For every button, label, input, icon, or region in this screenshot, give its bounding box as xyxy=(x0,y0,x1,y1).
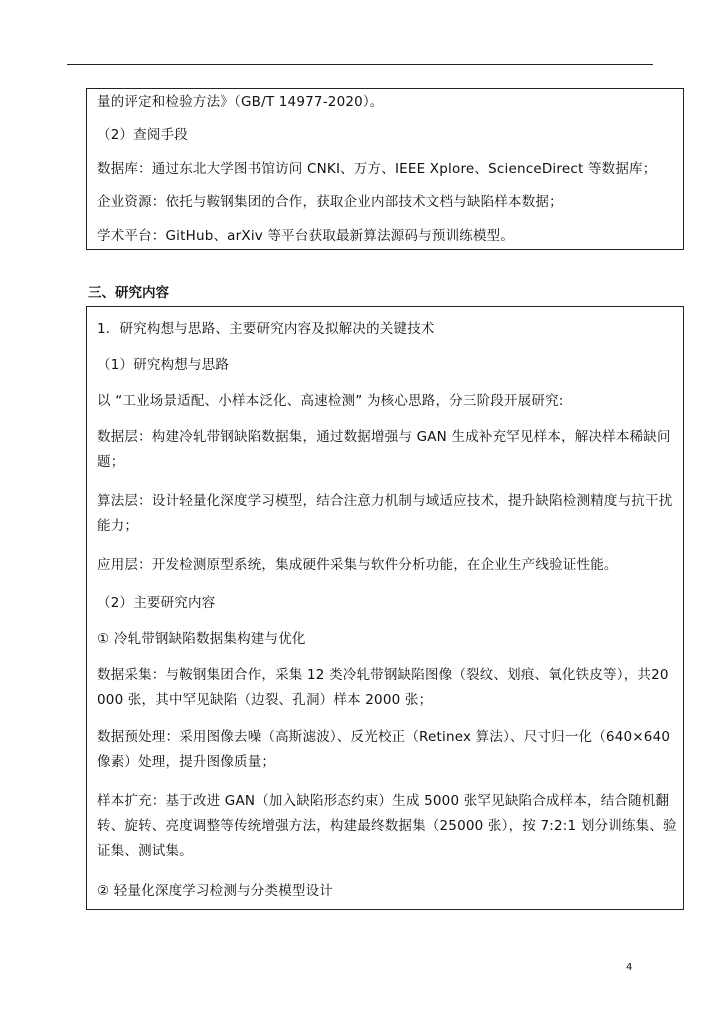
core-idea-paragraph: 以 “工业场景适配、小样本泛化、高速检测” 为核心思路，分三阶段开展研究: xyxy=(97,393,564,409)
enterprise-resource-line: 企业资源：依托与鞍钢集团的合作，获取企业内部技术文档与缺陷样本数据； xyxy=(97,194,563,210)
dataset-item-heading: ① 冷轧带钢缺陷数据集构建与优化 xyxy=(97,631,306,647)
algorithm-layer-paragraph: 算法层：设计轻量化深度学习模型，结合注意力机制与域适应技术，提升缺陷检测精度与抗干扰能力； xyxy=(97,493,673,534)
data-layer-paragraph: 数据层：构建冷轧带钢缺陷数据集，通过数据增强与 GAN 生成补充罕见样本，解决样本稀缺问题； xyxy=(97,429,671,470)
main-content-subheading: （2）主要研究内容 xyxy=(97,595,216,611)
concept-subheading: （1）研究构想与思路 xyxy=(97,357,230,373)
search-means-heading: （2）查阅手段 xyxy=(97,127,188,143)
research-content-box xyxy=(86,306,684,910)
database-line: 数据库：通过东北大学图书馆访问 CNKI、万方、IEEE Xplore、ScienceDirect 等数据库； xyxy=(97,161,657,177)
header-rule xyxy=(67,64,653,65)
data-collection-paragraph: 数据采集：与鞍钢集团合作，采集 12 类冷轧带钢缺陷图像（裂纹、划痕、氧化铁皮等），共20000 张，其中罕见缺陷（边裂、孔洞）样本 2000 张； xyxy=(97,667,669,708)
sample-expansion-paragraph: 样本扩充：基于改进 GAN（加入缺陷形态约束）生成 5000 张罕见缺陷合成样本，结合随机翻转、旋转、亮度调整等传统增强方法，构建最终数据集（25000 张），按 7:2:1 划分训练集、验证集、测试集。 xyxy=(97,793,677,859)
model-design-item-heading: ② 轻量化深度学习检测与分类模型设计 xyxy=(97,883,333,899)
page-number: 4 xyxy=(626,962,633,973)
references-method-box xyxy=(86,88,684,250)
application-layer-paragraph: 应用层：开发检测原型系统，集成硬件采集与软件分析功能，在企业生产线验证性能。 xyxy=(97,557,618,573)
standard-citation-line: 量的评定和检验方法》（GB/T 14977-2020）。 xyxy=(97,94,384,110)
research-plan-title: 1．研究构想与思路、主要研究内容及拟解决的关键技术 xyxy=(97,321,435,337)
preprocessing-paragraph: 数据预处理：采用图像去噪（高斯滤波）、反光校正（Retinex 算法）、尺寸归一化（640×640 像素）处理，提升图像质量； xyxy=(97,729,671,770)
academic-platform-line: 学术平台：GitHub、arXiv 等平台获取最新算法源码与预训练模型。 xyxy=(97,228,515,244)
section-heading: 三、研究内容 xyxy=(88,285,169,301)
